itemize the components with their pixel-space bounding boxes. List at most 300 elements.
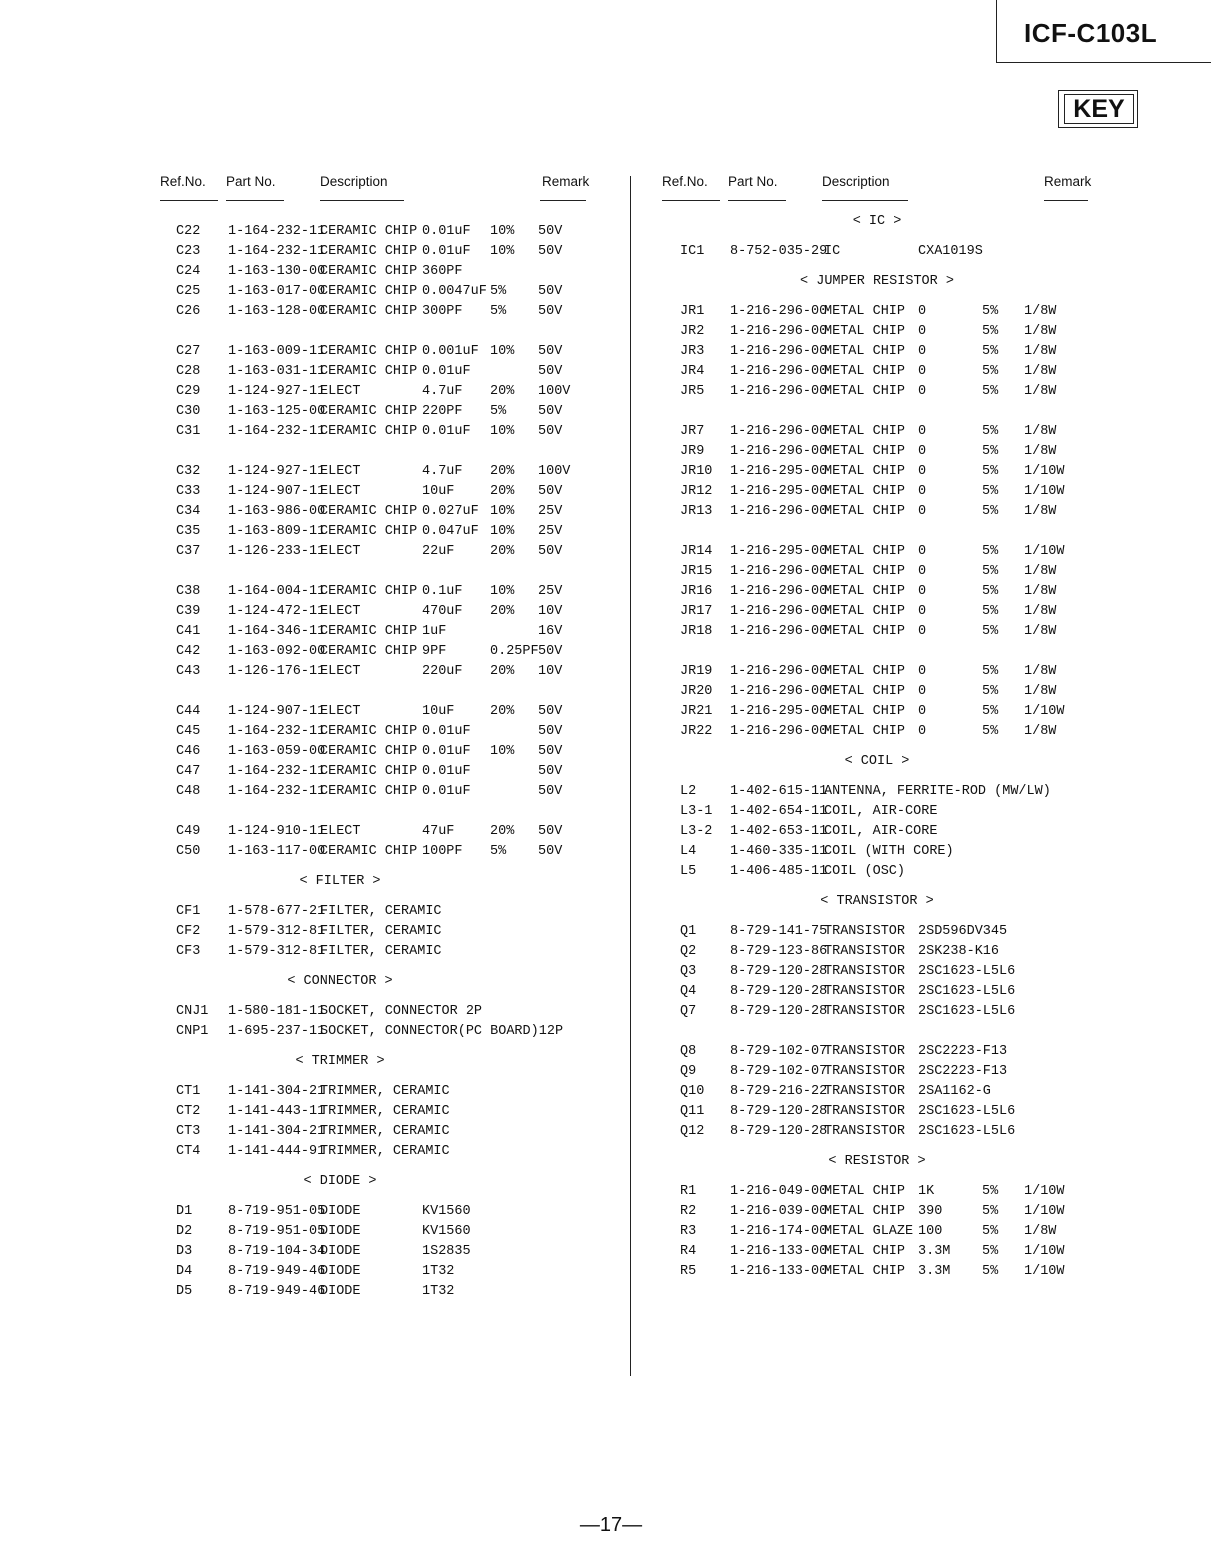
cell-rat: 25V <box>538 504 563 519</box>
parts-row <box>160 502 600 522</box>
cell-val: 0.047uF <box>422 524 479 539</box>
cell-ref: Q9 <box>680 1064 697 1079</box>
cell-val: 100 <box>918 1224 943 1239</box>
cell-desc: CERAMIC CHIP <box>320 244 418 259</box>
cell-rat: 1/10W <box>1024 1184 1065 1199</box>
cell-rat: 100V <box>538 464 571 479</box>
cell-tol: 20% <box>490 604 515 619</box>
cell-desc: CERAMIC CHIP <box>320 284 418 299</box>
cell-desc: FILTER, CERAMIC <box>320 944 442 959</box>
cell-tol: 5% <box>982 624 999 639</box>
cell-part: 1-216-296-00 <box>730 584 828 599</box>
cell-val: 0 <box>918 724 927 739</box>
cell-desc: CERAMIC CHIP <box>320 764 418 779</box>
cell-desc: CERAMIC CHIP <box>320 644 418 659</box>
cell-rat: 1/8W <box>1024 624 1057 639</box>
cell-val: 0.01uF <box>422 244 471 259</box>
cell-tol: 5% <box>982 324 999 339</box>
cell-desc: METAL CHIP <box>824 1184 906 1199</box>
cell-ref: D4 <box>176 1264 193 1279</box>
cell-ref: Q10 <box>680 1084 705 1099</box>
cell-rat: 50V <box>538 284 563 299</box>
parts-row <box>662 702 1102 722</box>
model-title: ICF-C103L <box>1024 18 1158 48</box>
desc-underline <box>320 200 404 201</box>
cell-val: 1S2835 <box>422 1244 471 1259</box>
parts-row <box>662 682 1102 702</box>
cell-desc: METAL CHIP <box>824 464 906 479</box>
cell-ref: C35 <box>176 524 201 539</box>
cell-rat: 50V <box>538 244 563 259</box>
parts-row <box>160 262 600 282</box>
row-gap <box>160 322 600 342</box>
cell-desc: METAL CHIP <box>824 384 906 399</box>
parts-row <box>160 362 600 382</box>
cell-part: 1-126-176-11 <box>228 664 326 679</box>
cell-ref: JR9 <box>680 444 705 459</box>
parts-row <box>160 642 600 662</box>
cell-desc: CERAMIC CHIP <box>320 364 418 379</box>
cell-tol: 10% <box>490 244 515 259</box>
cell-ref: R5 <box>680 1264 697 1279</box>
cell-val: 0 <box>918 304 927 319</box>
cell-val: 0 <box>918 344 927 359</box>
cell-tol: 5% <box>982 504 999 519</box>
cell-rat: 1/8W <box>1024 724 1057 739</box>
cell-ref: C48 <box>176 784 201 799</box>
cell-part: 1-163-986-00 <box>228 504 326 519</box>
parts-row <box>662 862 1102 882</box>
cell-tol: 5% <box>982 364 999 379</box>
parts-row <box>662 242 1102 262</box>
cell-ref: C33 <box>176 484 201 499</box>
cell-part: 1-406-485-11 <box>730 864 828 879</box>
cell-part: 8-729-120-28 <box>730 984 828 999</box>
cell-part: 1-163-059-00 <box>228 744 326 759</box>
cell-desc: IC <box>824 244 841 259</box>
cell-desc: METAL CHIP <box>824 304 906 319</box>
cell-part: 1-216-296-00 <box>730 604 828 619</box>
cell-part: 1-580-181-11 <box>228 1004 326 1019</box>
cell-part: 1-124-907-11 <box>228 704 326 719</box>
cell-part: 1-216-296-00 <box>730 504 828 519</box>
cell-part: 1-216-296-00 <box>730 624 828 639</box>
row-gap <box>662 402 1102 422</box>
cell-ref: C38 <box>176 584 201 599</box>
cell-ref: JR5 <box>680 384 705 399</box>
cell-val: 4.7uF <box>422 384 463 399</box>
cell-part: 1-216-296-00 <box>730 304 828 319</box>
cell-part: 8-729-120-28 <box>730 1104 828 1119</box>
desc-header: Description <box>822 174 890 189</box>
cell-desc: METAL CHIP <box>824 1204 906 1219</box>
cell-ref: Q8 <box>680 1044 697 1059</box>
cell-tol: 10% <box>490 424 515 439</box>
cell-val: 0 <box>918 384 927 399</box>
parts-row <box>662 582 1102 602</box>
cell-rat: 50V <box>538 724 563 739</box>
parts-row <box>160 622 600 642</box>
cell-desc: CERAMIC CHIP <box>320 744 418 759</box>
parts-row <box>662 1262 1102 1282</box>
cell-part: 1-164-232-11 <box>228 224 326 239</box>
cell-part: 1-164-346-11 <box>228 624 326 639</box>
parts-row <box>160 1282 600 1302</box>
parts-row <box>160 222 600 242</box>
cell-part: 1-402-653-11 <box>730 824 828 839</box>
cell-part: 8-729-120-28 <box>730 964 828 979</box>
cell-ref: Q1 <box>680 924 697 939</box>
cell-rat: 1/8W <box>1024 584 1057 599</box>
cell-desc: METAL CHIP <box>824 584 906 599</box>
cell-tol: 10% <box>490 224 515 239</box>
cell-desc: METAL CHIP <box>824 1244 906 1259</box>
cell-tol: 5% <box>982 604 999 619</box>
cell-desc: CERAMIC CHIP <box>320 224 418 239</box>
cell-tol: 20% <box>490 484 515 499</box>
parts-row <box>160 522 600 542</box>
cell-desc: TRANSISTOR <box>824 1124 906 1139</box>
row-gap <box>160 802 600 822</box>
cell-tol: 5% <box>982 484 999 499</box>
cell-tol: 5% <box>982 544 999 559</box>
cell-tol: 5% <box>982 1224 999 1239</box>
cell-ref: JR15 <box>680 564 713 579</box>
cell-desc: METAL CHIP <box>824 484 906 499</box>
parts-row <box>160 1202 600 1222</box>
column-header <box>662 172 1102 202</box>
cell-part: 1-163-130-00 <box>228 264 326 279</box>
cell-tol: 5% <box>982 1264 999 1279</box>
cell-ref: R2 <box>680 1204 697 1219</box>
cell-tol: 20% <box>490 464 515 479</box>
cell-tol: 5% <box>982 564 999 579</box>
section-heading: < DIODE > <box>303 1174 377 1189</box>
parts-row <box>160 602 600 622</box>
parts-row <box>662 442 1102 462</box>
cell-rat: 50V <box>538 544 563 559</box>
parts-row <box>662 962 1102 982</box>
cell-desc: ELECT <box>320 544 361 559</box>
cell-desc: METAL CHIP <box>824 664 906 679</box>
cell-ref: JR1 <box>680 304 705 319</box>
cell-val: 0.001uF <box>422 344 479 359</box>
cell-desc: METAL GLAZE <box>824 1224 914 1239</box>
parts-row <box>160 662 600 682</box>
cell-val: 0 <box>918 504 927 519</box>
parts-row <box>160 702 600 722</box>
key-label: KEY <box>1064 94 1134 124</box>
cell-part: 1-216-296-00 <box>730 324 828 339</box>
cell-val: 0 <box>918 484 927 499</box>
parts-row <box>662 562 1102 582</box>
cell-part: 8-752-035-29 <box>730 244 828 259</box>
parts-row <box>662 342 1102 362</box>
cell-rat: 50V <box>538 704 563 719</box>
cell-part: 1-216-296-00 <box>730 384 828 399</box>
cell-tol: 0.25PF <box>490 644 539 659</box>
cell-val: 2SC1623-L5L6 <box>918 1124 1016 1139</box>
parts-row <box>662 482 1102 502</box>
cell-rat: 50V <box>538 764 563 779</box>
cell-part: 1-216-174-00 <box>730 1224 828 1239</box>
cell-rat: 1/8W <box>1024 344 1057 359</box>
cell-val: CXA1019S <box>918 244 983 259</box>
ref-underline <box>662 200 720 201</box>
parts-row <box>662 942 1102 962</box>
parts-row <box>160 942 600 962</box>
cell-part: 1-216-296-00 <box>730 364 828 379</box>
cell-val: 0.0047uF <box>422 284 487 299</box>
cell-rat: 50V <box>538 224 563 239</box>
parts-row <box>662 422 1102 442</box>
cell-val: 2SC1623-L5L6 <box>918 964 1016 979</box>
parts-row <box>662 722 1102 742</box>
cell-ref: JR14 <box>680 544 713 559</box>
parts-row <box>662 662 1102 682</box>
cell-ref: C44 <box>176 704 201 719</box>
cell-rat: 1/8W <box>1024 424 1057 439</box>
cell-val: 0 <box>918 544 927 559</box>
cell-desc: TRIMMER, CERAMIC <box>320 1104 450 1119</box>
cell-desc: TRIMMER, CERAMIC <box>320 1084 450 1099</box>
cell-part: 8-729-102-07 <box>730 1044 828 1059</box>
cell-desc: METAL CHIP <box>824 504 906 519</box>
cell-desc: ELECT <box>320 384 361 399</box>
desc-underline <box>822 200 908 201</box>
part-header: Part No. <box>728 174 778 189</box>
cell-ref: R3 <box>680 1224 697 1239</box>
section-heading: < IC > <box>852 214 902 229</box>
cell-desc: ELECT <box>320 464 361 479</box>
cell-ref: JR19 <box>680 664 713 679</box>
cell-tol: 5% <box>982 584 999 599</box>
parts-row <box>160 302 600 322</box>
cell-part: 8-719-951-05 <box>228 1224 326 1239</box>
cell-part: 1-402-654-11 <box>730 804 828 819</box>
cell-part: 1-216-295-00 <box>730 544 828 559</box>
cell-desc: TRANSISTOR <box>824 964 906 979</box>
cell-rat: 1/8W <box>1024 324 1057 339</box>
cell-part: 1-216-296-00 <box>730 684 828 699</box>
cell-val: 0 <box>918 444 927 459</box>
cell-ref: Q11 <box>680 1104 705 1119</box>
cell-part: 1-163-117-00 <box>228 844 326 859</box>
cell-ref: C34 <box>176 504 201 519</box>
parts-row <box>160 582 600 602</box>
cell-part: 1-216-296-00 <box>730 724 828 739</box>
cell-val: 0 <box>918 324 927 339</box>
cell-desc: CERAMIC CHIP <box>320 404 418 419</box>
parts-row <box>662 602 1102 622</box>
cell-tol: 10% <box>490 744 515 759</box>
cell-rat: 1/10W <box>1024 1204 1065 1219</box>
column-header <box>160 172 600 202</box>
parts-row <box>662 1222 1102 1242</box>
cell-desc: FILTER, CERAMIC <box>320 904 442 919</box>
cell-val: 1uF <box>422 624 447 639</box>
cell-val: 220PF <box>422 404 463 419</box>
cell-val: 390 <box>918 1204 943 1219</box>
parts-row <box>160 1262 600 1282</box>
row-gap <box>160 442 600 462</box>
cell-rat: 1/8W <box>1024 1224 1057 1239</box>
parts-row <box>160 242 600 262</box>
parts-row <box>662 782 1102 802</box>
cell-val: 2SC2223-F13 <box>918 1044 1008 1059</box>
cell-part: 8-729-141-75 <box>730 924 828 939</box>
cell-ref: CF1 <box>176 904 201 919</box>
cell-part: 1-216-296-00 <box>730 664 828 679</box>
cell-ref: C42 <box>176 644 201 659</box>
cell-tol: 20% <box>490 824 515 839</box>
cell-desc: ELECT <box>320 704 361 719</box>
cell-part: 1-216-133-00 <box>730 1244 828 1259</box>
cell-part: 8-719-949-46 <box>228 1284 326 1299</box>
parts-row <box>662 1202 1102 1222</box>
cell-tol: 5% <box>490 304 507 319</box>
cell-part: 1-216-295-00 <box>730 464 828 479</box>
cell-rat: 50V <box>538 424 563 439</box>
parts-row <box>160 922 600 942</box>
ref-header: Ref.No. <box>662 174 708 189</box>
cell-part: 1-164-232-11 <box>228 244 326 259</box>
cell-desc: DIODE <box>320 1284 361 1299</box>
cell-ref: L3-1 <box>680 804 713 819</box>
parts-row <box>160 542 600 562</box>
cell-val: 0 <box>918 664 927 679</box>
cell-ref: JR12 <box>680 484 713 499</box>
cell-ref: CT4 <box>176 1144 201 1159</box>
cell-part: 1-163-809-11 <box>228 524 326 539</box>
cell-part: 1-579-312-81 <box>228 924 326 939</box>
cell-val: 47uF <box>422 824 455 839</box>
remark-header: Remark <box>542 174 590 189</box>
parts-row <box>160 1142 600 1162</box>
cell-val: KV1560 <box>422 1204 471 1219</box>
cell-part: 1-216-049-00 <box>730 1184 828 1199</box>
cell-ref: C46 <box>176 744 201 759</box>
cell-tol: 5% <box>982 444 999 459</box>
cell-ref: Q2 <box>680 944 697 959</box>
cell-ref: Q3 <box>680 964 697 979</box>
section-heading: < FILTER > <box>299 874 381 889</box>
row-gap <box>160 682 600 702</box>
cell-ref: D5 <box>176 1284 193 1299</box>
cell-val: 0 <box>918 684 927 699</box>
cell-desc: TRIMMER, CERAMIC <box>320 1124 450 1139</box>
cell-part: 1-216-039-00 <box>730 1204 828 1219</box>
cell-ref: JR20 <box>680 684 713 699</box>
remark-underline <box>1044 200 1088 201</box>
row-gap <box>662 1022 1102 1042</box>
parts-row <box>160 382 600 402</box>
cell-desc: TRANSISTOR <box>824 984 906 999</box>
cell-ref: CT3 <box>176 1124 201 1139</box>
cell-part: 1-124-927-11 <box>228 464 326 479</box>
cell-ref: JR17 <box>680 604 713 619</box>
parts-row <box>662 922 1102 942</box>
cell-desc: TRANSISTOR <box>824 1004 906 1019</box>
cell-rat: 16V <box>538 624 563 639</box>
cell-rat: 50V <box>538 364 563 379</box>
cell-ref: CNP1 <box>176 1024 209 1039</box>
cell-rat: 50V <box>538 744 563 759</box>
cell-desc: METAL CHIP <box>824 344 906 359</box>
parts-row <box>160 1102 600 1122</box>
parts-row <box>662 362 1102 382</box>
remark-underline <box>540 200 586 201</box>
ref-underline <box>160 200 218 201</box>
cell-val: 0.1uF <box>422 584 463 599</box>
parts-row <box>662 1242 1102 1262</box>
cell-rat: 1/10W <box>1024 464 1065 479</box>
parts-row <box>160 1002 600 1022</box>
cell-desc: METAL CHIP <box>824 704 906 719</box>
cell-ref: JR7 <box>680 424 705 439</box>
cell-ref: D3 <box>176 1244 193 1259</box>
cell-desc: METAL CHIP <box>824 364 906 379</box>
parts-row <box>160 282 600 302</box>
parts-row <box>662 462 1102 482</box>
cell-rat: 1/10W <box>1024 484 1065 499</box>
cell-tol: 10% <box>490 584 515 599</box>
cell-rat: 1/8W <box>1024 684 1057 699</box>
cell-rat: 1/8W <box>1024 384 1057 399</box>
cell-val: 0 <box>918 424 927 439</box>
cell-ref: C30 <box>176 404 201 419</box>
parts-row <box>160 1242 600 1262</box>
cell-desc: CERAMIC CHIP <box>320 424 418 439</box>
cell-ref: JR16 <box>680 584 713 599</box>
cell-part: 1-163-017-00 <box>228 284 326 299</box>
cell-val: 0.01uF <box>422 224 471 239</box>
cell-val: 2SC1623-L5L6 <box>918 1104 1016 1119</box>
cell-val: 1T32 <box>422 1264 455 1279</box>
cell-part: 1-164-232-11 <box>228 764 326 779</box>
cell-part: 8-729-123-86 <box>730 944 828 959</box>
cell-part: 8-719-104-34 <box>228 1244 326 1259</box>
cell-part: 8-729-216-22 <box>730 1084 828 1099</box>
cell-rat: 50V <box>538 344 563 359</box>
cell-part: 1-124-910-11 <box>228 824 326 839</box>
cell-ref: C37 <box>176 544 201 559</box>
row-gap <box>160 562 600 582</box>
cell-desc: FILTER, CERAMIC <box>320 924 442 939</box>
cell-desc: METAL CHIP <box>824 724 906 739</box>
cell-part: 1-216-133-00 <box>730 1264 828 1279</box>
cell-val: 360PF <box>422 264 463 279</box>
cell-ref: R4 <box>680 1244 697 1259</box>
cell-part: 1-164-232-11 <box>228 724 326 739</box>
cell-part: 1-163-009-11 <box>228 344 326 359</box>
cell-part: 1-216-295-00 <box>730 484 828 499</box>
cell-part: 1-141-304-21 <box>228 1124 326 1139</box>
cell-part: 1-402-615-11 <box>730 784 828 799</box>
cell-part: 8-729-120-28 <box>730 1004 828 1019</box>
cell-desc: METAL CHIP <box>824 444 906 459</box>
parts-row <box>160 1022 600 1042</box>
cell-ref: C25 <box>176 284 201 299</box>
parts-row <box>662 1002 1102 1022</box>
cell-val: 0 <box>918 624 927 639</box>
cell-tol: 5% <box>490 844 507 859</box>
cell-tol: 5% <box>982 1204 999 1219</box>
cell-rat: 50V <box>538 304 563 319</box>
cell-ref: C29 <box>176 384 201 399</box>
parts-row <box>662 1182 1102 1202</box>
cell-tol: 5% <box>490 284 507 299</box>
